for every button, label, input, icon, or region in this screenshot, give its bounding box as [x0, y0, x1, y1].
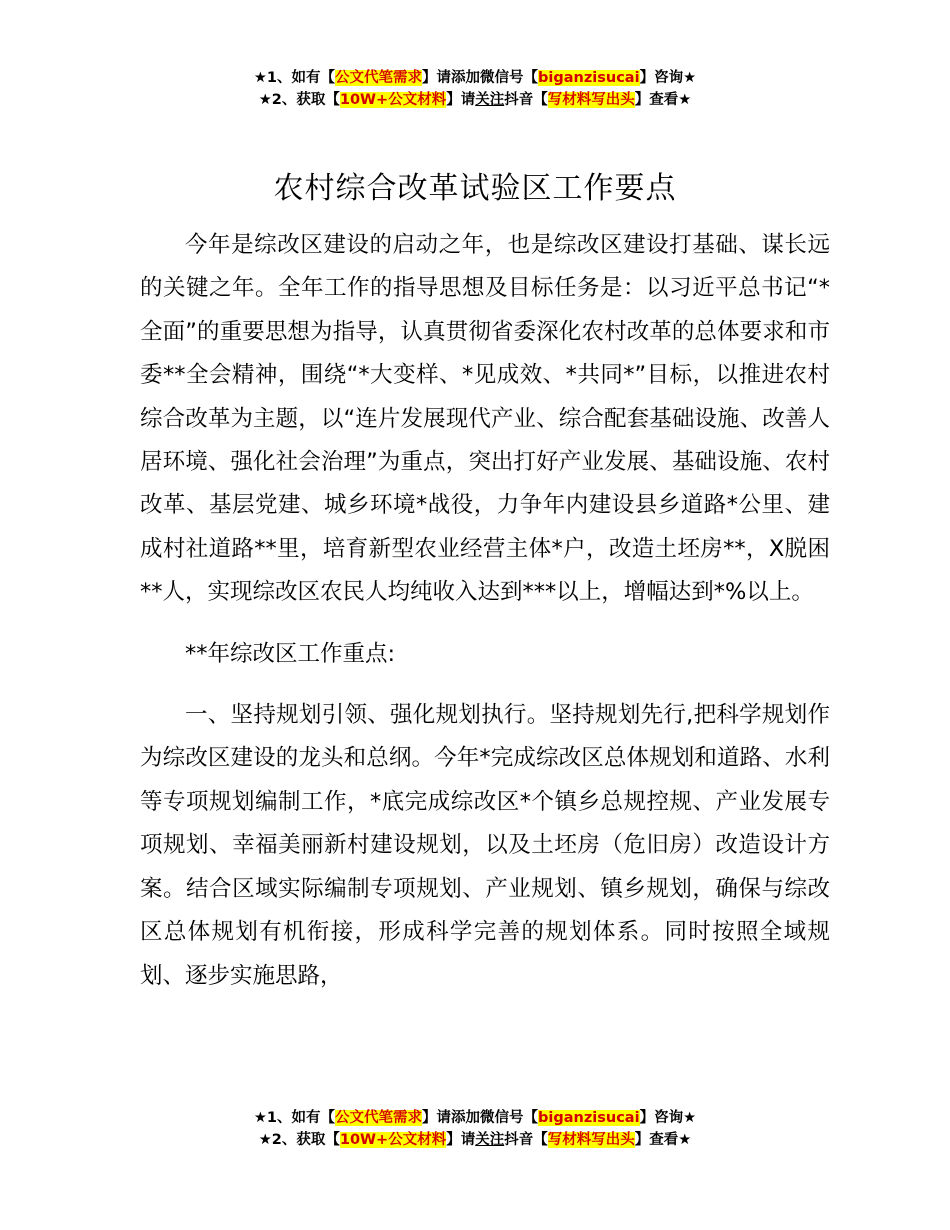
highlight-wechat-id: biganzisucai — [538, 70, 640, 86]
highlight-materials: 10W+公文材料 — [339, 92, 447, 108]
underlined-follow: 关注 — [475, 92, 505, 108]
highlight-materials: 10W+公文材料 — [339, 1132, 447, 1148]
document-title: 农村综合改革试验区工作要点 — [273, 171, 677, 206]
footer-banner — [0, 1107, 950, 1151]
paragraph-intro: 今年是综改区建设的启动之年，也是综改区建设打基础、谋长远的关键之年。全年工作的指导思想及目标任务是：以习近平总书记“*全面”的重要思想为指导，认真贯彻省委深化农村改革的总体要求和市委**全会精神，围绕“*大变样、*见成效、*共同*”目标，以推进农村综合改革为主题，以“连片发展现代产业、综合配套基础设施、改善人居环境、强化社会治理”为重点，突出打好产业发展、基础设施、农村改革、基层党建、城乡环境*战役，力争年内建设县乡道路*公里、建成村社道路**里，培育新型农业经营主体*户，改造土坯房**，X脱困**人，实现综改区农民人均纯收入达到***以上，增幅达到*%以上。 — [140, 232, 830, 606]
banner-line-1: ★1、如有【公文代笔需求】请添加微信号【biganzisucai】咨询★ — [253, 70, 697, 86]
banner-line-2: ★2、获取【10W+公文材料】请关注抖音【写材料写出头】查看★ — [258, 92, 692, 108]
banner-line-1: ★1、如有【公文代笔需求】请添加微信号【biganzisucai】咨询★ — [253, 1110, 697, 1126]
paragraph-planning: 一、坚持规划引领、强化规划执行。坚持规划先行,把科学规划作为综改区建设的龙头和总纲。今年*完成综改区总体规划和道路、水利等专项规划编制工作，*底完成综改区*个镇乡总规控规、产业发展专项规划、幸福美丽新村建设规划，以及土坯房（危旧房）改造设计方案。结合区域实际编制专项规划、产业规划、镇乡规划，确保与综改区总体规划有机衔接，形成科学完善的规划体系。同时按照全域规划、逐步实施思路， — [140, 702, 830, 989]
highlight-douyin-account: 写材料写出头 — [547, 92, 635, 108]
banner-line-2: ★2、获取【10W+公文材料】请关注抖音【写材料写出头】查看★ — [258, 1132, 692, 1148]
highlight-douyin-account: 写材料写出头 — [547, 1132, 635, 1148]
underlined-follow: 关注 — [475, 1132, 505, 1148]
header-banner — [0, 67, 950, 111]
highlight-wechat-id: biganzisucai — [538, 1110, 640, 1126]
paragraph-section-heading: **年综改区工作重点: — [185, 640, 396, 667]
document-body — [140, 224, 830, 998]
highlight-ghostwriting: 公文代笔需求 — [335, 70, 423, 86]
highlight-ghostwriting: 公文代笔需求 — [335, 1110, 423, 1126]
